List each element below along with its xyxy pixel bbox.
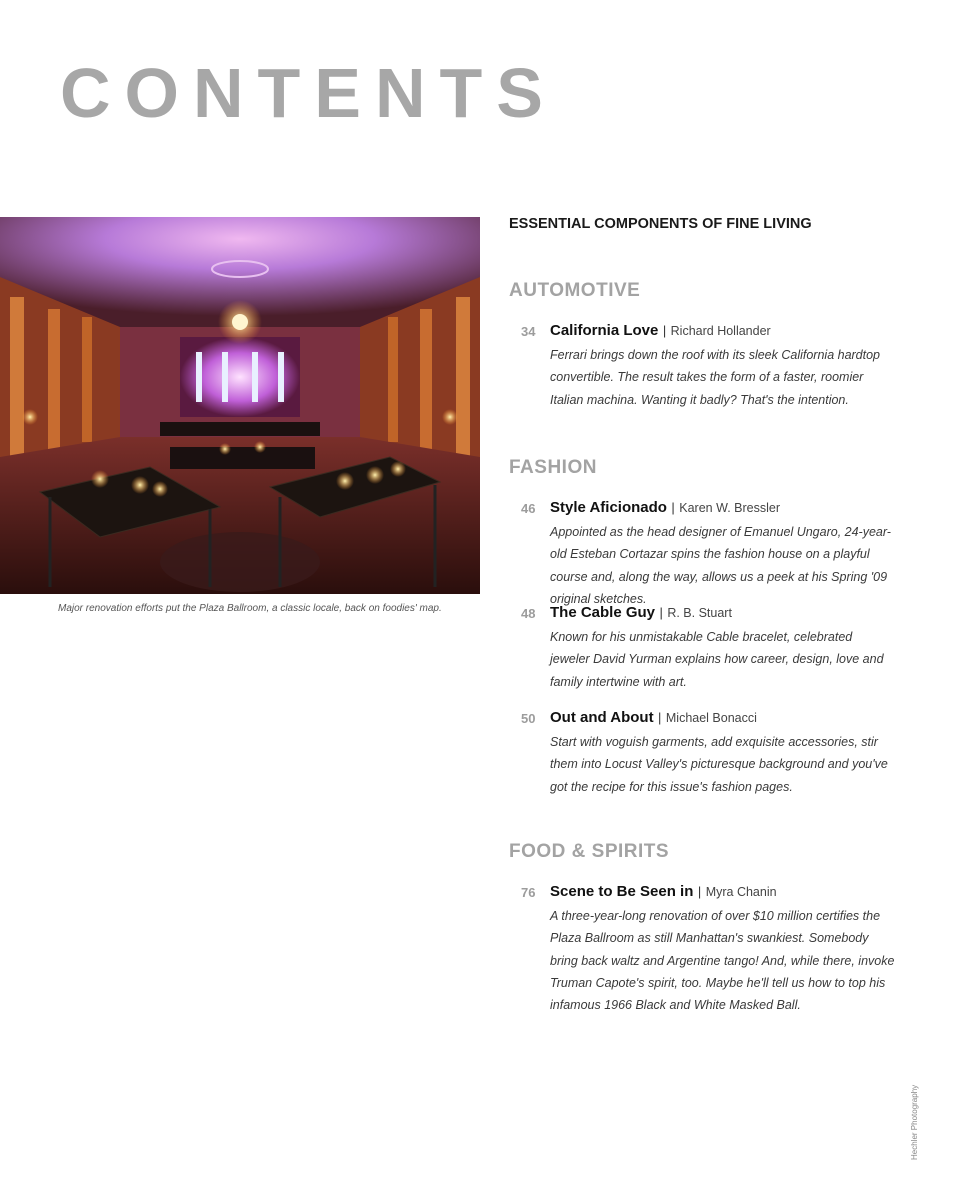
page-number: 34 [521, 324, 536, 339]
author-name: R. B. Stuart [667, 606, 732, 620]
page-number: 50 [521, 711, 536, 726]
article-description: Known for his unmistakable Cable bracelet, celebrated jeweler David Yurman explains how career, design, love and family intertwine with art. [550, 630, 884, 689]
separator: | [658, 710, 662, 725]
separator: | [659, 605, 663, 620]
separator: | [697, 884, 702, 899]
author-name: Richard Hollander [670, 324, 771, 338]
photo-credit: Hechler Photography [910, 1084, 919, 1160]
separator: | [671, 500, 675, 515]
contents-kicker: ESSENTIAL COMPONENTS OF FINE LIVING [509, 216, 812, 232]
page-number: 46 [521, 501, 536, 516]
article-headline[interactable]: Scene to Be Seen in [550, 883, 694, 900]
author-name: Michael Bonacci [665, 711, 757, 725]
section-title-automotive: AUTOMOTIVE [509, 280, 641, 301]
author-name: Karen W. Bressler [679, 501, 780, 515]
page-title: CONTENTS [60, 54, 557, 132]
author-name: Myra Chanin [705, 885, 777, 899]
section-title-food-spirits: FOOD & SPIRITS [509, 841, 670, 862]
article-headline[interactable]: Style Aficionado [550, 499, 667, 516]
separator: | [662, 323, 667, 338]
photo-caption: Major renovation efforts put the Plaza Ballroom, a classic locale, back on foodies' map. [58, 603, 442, 614]
article-description: Ferrari brings down the roof with its sleek California hardtop convertible. The result takes the form of a faster, roomier Italian machina. Wanting it badly? That's the intention. [550, 348, 881, 407]
page-number: 76 [521, 885, 536, 900]
article-headline[interactable]: Out and About [550, 709, 654, 726]
article-description: A three-year-long renovation of over $10 million certifies the Plaza Ballroom as still Manhattan's swankiest. Somebody bring back waltz and Argentine tango! And, while there, invoke Truman Capote's spirit, too. Maybe he'll tell us how to top his infamous 1966 Black and White Masked Ball. [550, 909, 895, 1013]
section-title-fashion: FASHION [509, 457, 597, 478]
article-description: Appointed as the head designer of Emanuel Ungaro, 24-year-old Esteban Cortazar spins the fashion house on a playful course and, along the way, allows us a peek at his Spring '09 original sketches. [550, 525, 891, 606]
article-headline[interactable]: California Love [550, 322, 659, 339]
article-description: Start with voguish garments, add exquisite accessories, stir them into Locust Valley's picturesque background and you've got the recipe for this issue's fashion pages. [550, 735, 888, 794]
article-headline[interactable]: The Cable Guy [550, 604, 656, 621]
ballroom-photo [0, 217, 480, 594]
page-number: 48 [521, 606, 536, 621]
